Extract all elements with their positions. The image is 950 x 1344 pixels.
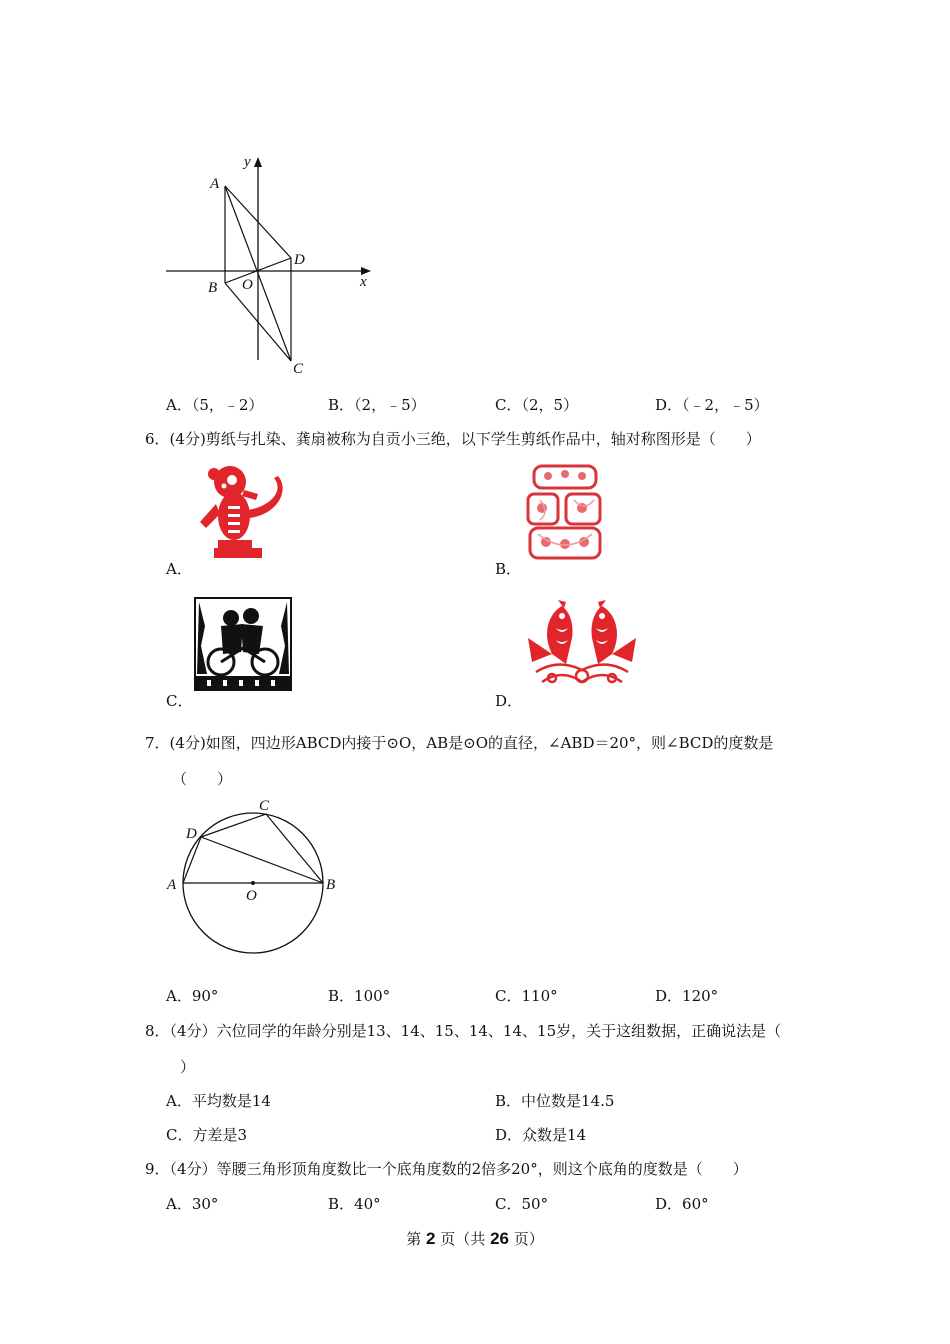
- q9-option-b[interactable]: B．40°: [328, 1195, 381, 1213]
- papercut-cyclists-image: [193, 596, 293, 692]
- label-C: C: [293, 361, 304, 377]
- q8-stem-line1: 8．（4分）六位同学的年龄分别是13、14、15、14、14、15岁，关于这组数据，正确说法是（: [145, 1022, 782, 1040]
- label-A: A: [167, 877, 177, 893]
- label-x: x: [360, 274, 367, 290]
- q9-option-c[interactable]: C．50°: [495, 1195, 549, 1213]
- label-B: B: [208, 280, 218, 296]
- q8-option-c[interactable]: C．方差是3: [166, 1126, 248, 1144]
- q7-option-c[interactable]: C．110°: [495, 987, 558, 1005]
- q6-option-c[interactable]: C．: [166, 692, 193, 710]
- q8-option-b[interactable]: B．中位数是14.5: [495, 1092, 615, 1110]
- q5-option-c[interactable]: C．（2，5）: [495, 396, 579, 414]
- q6-option-b[interactable]: B．: [495, 560, 522, 578]
- label-A: A: [210, 176, 220, 192]
- q5-coordinate-figure: [160, 150, 390, 380]
- y-axis-arrow: [254, 157, 262, 167]
- page-footer: [0, 1228, 950, 1249]
- q7-option-d[interactable]: D．120°: [655, 987, 719, 1005]
- label-O: O: [242, 277, 253, 293]
- q6-option-a[interactable]: A．: [166, 560, 192, 578]
- footer-page-number: 2: [426, 1229, 436, 1248]
- q7-circle-figure: [160, 795, 350, 985]
- q8-option-a[interactable]: A．平均数是14: [166, 1092, 271, 1110]
- papercut-monkey-image: [192, 460, 287, 562]
- footer-prefix: 第: [406, 1230, 422, 1248]
- q9-option-a[interactable]: A．30°: [166, 1195, 219, 1213]
- q6-stem: 6．(4分)剪纸与扎染、龚扇被称为自贡小三绝，以下学生剪纸作品中，轴对称图形是（ ）: [145, 430, 761, 448]
- q7-option-a[interactable]: A．90°: [166, 987, 219, 1005]
- footer-mid: 页（共: [440, 1230, 486, 1248]
- q9-option-d[interactable]: D．60°: [655, 1195, 709, 1213]
- q8-option-d[interactable]: D．众数是14: [495, 1126, 587, 1144]
- q7-stem-line1: 7．(4分)如图，四边形ABCD内接于⊙O，AB是⊙O的直径，∠ABD＝20°，则∠BCD的度数是: [145, 734, 774, 752]
- q5-option-a[interactable]: A．（5，﹣2）: [166, 396, 264, 414]
- footer-suffix: 页）: [513, 1230, 544, 1248]
- q9-stem: 9．（4分）等腰三角形顶角度数比一个底角度数的2倍多20°，则这个底角的度数是（ ）: [145, 1160, 748, 1178]
- q6-option-d[interactable]: D．: [495, 692, 523, 710]
- label-D: D: [186, 826, 197, 842]
- q5-option-b[interactable]: B．（2，﹣5）: [328, 396, 426, 414]
- label-y: y: [244, 154, 251, 170]
- q5-option-d[interactable]: D．（﹣2，﹣5）: [655, 396, 769, 414]
- q7-stem-line2: （ ）: [172, 770, 233, 788]
- q8-stem-line2: ）: [180, 1058, 196, 1076]
- label-O: O: [246, 888, 257, 904]
- q7-option-b[interactable]: B．100°: [328, 987, 391, 1005]
- label-B: B: [326, 877, 336, 893]
- papercut-fu-image: [520, 460, 610, 564]
- papercut-twin-fish-image: [522, 598, 642, 692]
- label-C: C: [259, 798, 270, 814]
- footer-total-pages: 26: [490, 1229, 509, 1248]
- label-D: D: [294, 252, 305, 268]
